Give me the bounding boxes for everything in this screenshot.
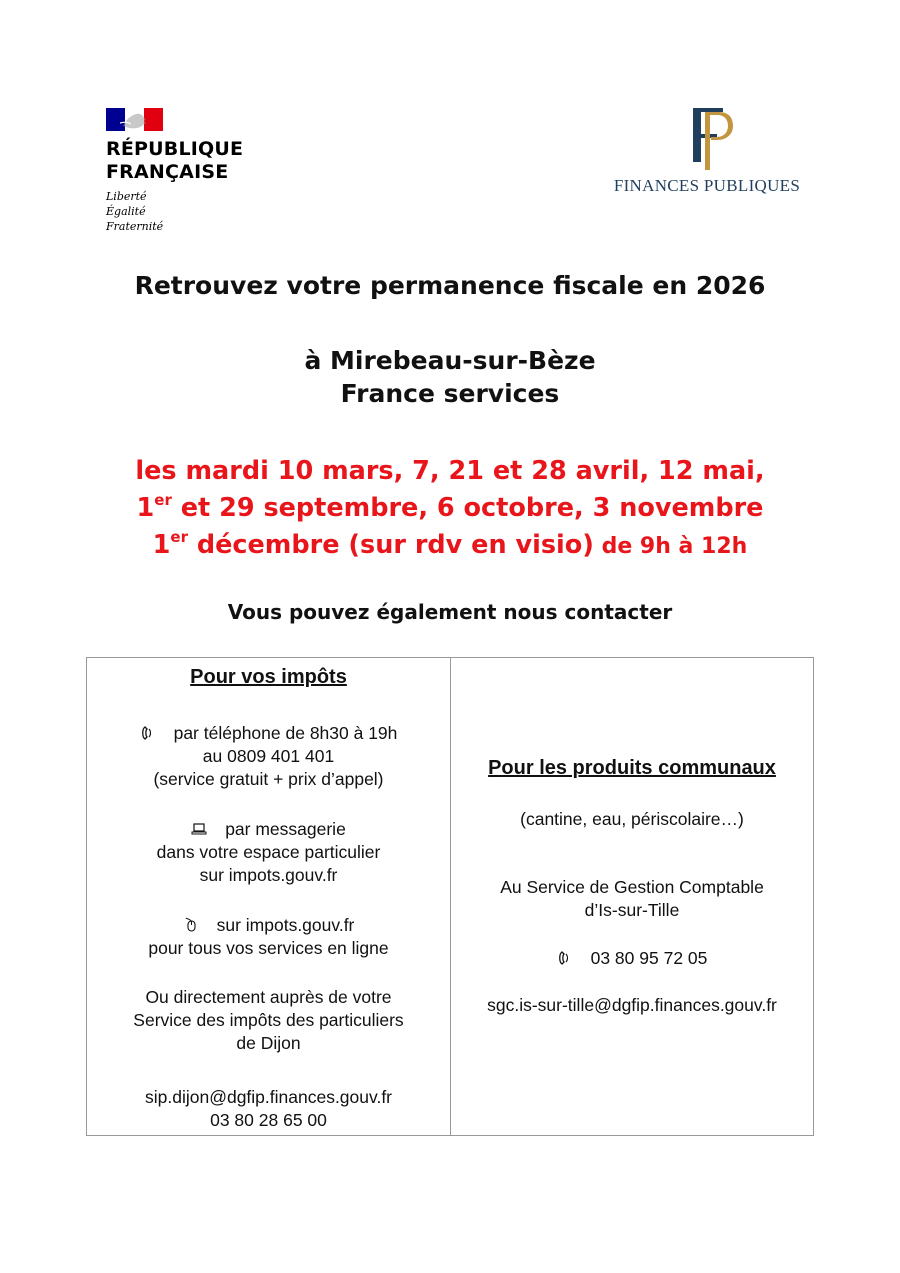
contact-heading: Vous pouvez également nous contacter [227,600,673,624]
taxes-phone-line3: (service gratuit + prix d’appel) [153,769,384,789]
taxes-office-line1: Ou directement auprès de votre [145,987,392,1007]
republique-line2: FRANÇAISE [106,161,229,183]
taxes-email[interactable]: sip.dijon@dgfip.finances.gouv.fr [144,1087,393,1107]
republique-francaise-logo [106,108,256,234]
communal-email[interactable]: sgc.is-sur-tille@dgfip.finances.gouv.fr [487,995,777,1015]
taxes-office-block [87,986,450,1055]
communal-service-line2: d’Is-sur-Tille [584,900,680,920]
contact-table [86,657,814,1136]
finances-publiques-logo [612,104,802,196]
communal-heading: Pour les produits communaux [488,757,776,779]
taxes-office-line2: Service des impôts des particuliers [133,1010,404,1030]
communal-service-block [451,876,813,922]
taxes-column [87,658,450,1135]
taxes-office-line3: de Dijon [236,1033,301,1053]
taxes-contact-block [87,1086,450,1132]
taxes-messaging-line2: dans votre espace particulier [156,842,381,862]
dates-line3-number: 1 [152,530,171,560]
taxes-phone-line1: par téléphone de 8h30 à 19h [173,723,398,743]
taxes-messaging-line1: par messagerie [225,819,346,839]
taxes-messaging-line3: sur impots.gouv.fr [199,865,338,885]
dates-block [0,453,900,565]
dates-line3-sup: er [170,528,188,546]
communal-phone-row [451,947,813,970]
communal-examples: (cantine, eau, périscolaire…) [520,809,744,829]
page-title: Retrouvez votre permanence fiscale en 2026 [134,271,766,300]
location-town: à Mirebeau-sur-Bèze [304,346,596,375]
taxes-phone-line2: au 0809 401 401 [202,746,335,766]
taxes-heading: Pour vos impôts [190,666,347,688]
communal-service-line1: Au Service de Gestion Comptable [500,877,764,897]
phone-icon [557,950,573,966]
marianne-flag-icon [106,108,163,131]
location-service: France services [340,379,560,408]
communal-phone: 03 80 95 72 05 [590,948,708,968]
taxes-online-line2: pour tous vos services en ligne [148,938,389,958]
communal-products-column [451,658,813,1135]
motto-egalite: Égalité [106,205,146,218]
dates-line2-sup: er [154,491,172,509]
dates-line2-rest: et 29 septembre, 6 octobre, 3 novembre [171,493,764,523]
dates-line3-rest: décembre (sur rdv en visio) [187,530,594,560]
republique-line1: RÉPUBLIQUE [106,138,244,160]
phone-icon [140,725,156,741]
dates-line2 [0,490,900,527]
mouse-icon [183,917,199,933]
taxes-phone-block [87,722,450,791]
location-block [0,344,900,410]
motto-fraternite: Fraternité [106,220,164,233]
computer-icon [191,821,207,837]
taxes-phone-number: 03 80 28 65 00 [210,1110,327,1130]
motto-liberte: Liberté [106,190,147,203]
taxes-online-line1: sur impots.gouv.fr [216,915,355,935]
taxes-online-block [87,914,450,960]
dates-line1: les mardi 10 mars, 7, 21 et 28 avril, 12 mai, [135,456,765,486]
dates-line3 [0,527,900,565]
dates-line2-number: 1 [136,493,155,523]
finances-publiques-name: FINANCES PUBLIQUES [613,176,801,195]
finances-publiques-fp-icon [679,104,735,172]
dates-line3-hours: de 9h à 12h [593,534,748,559]
taxes-messaging-block [87,818,450,887]
